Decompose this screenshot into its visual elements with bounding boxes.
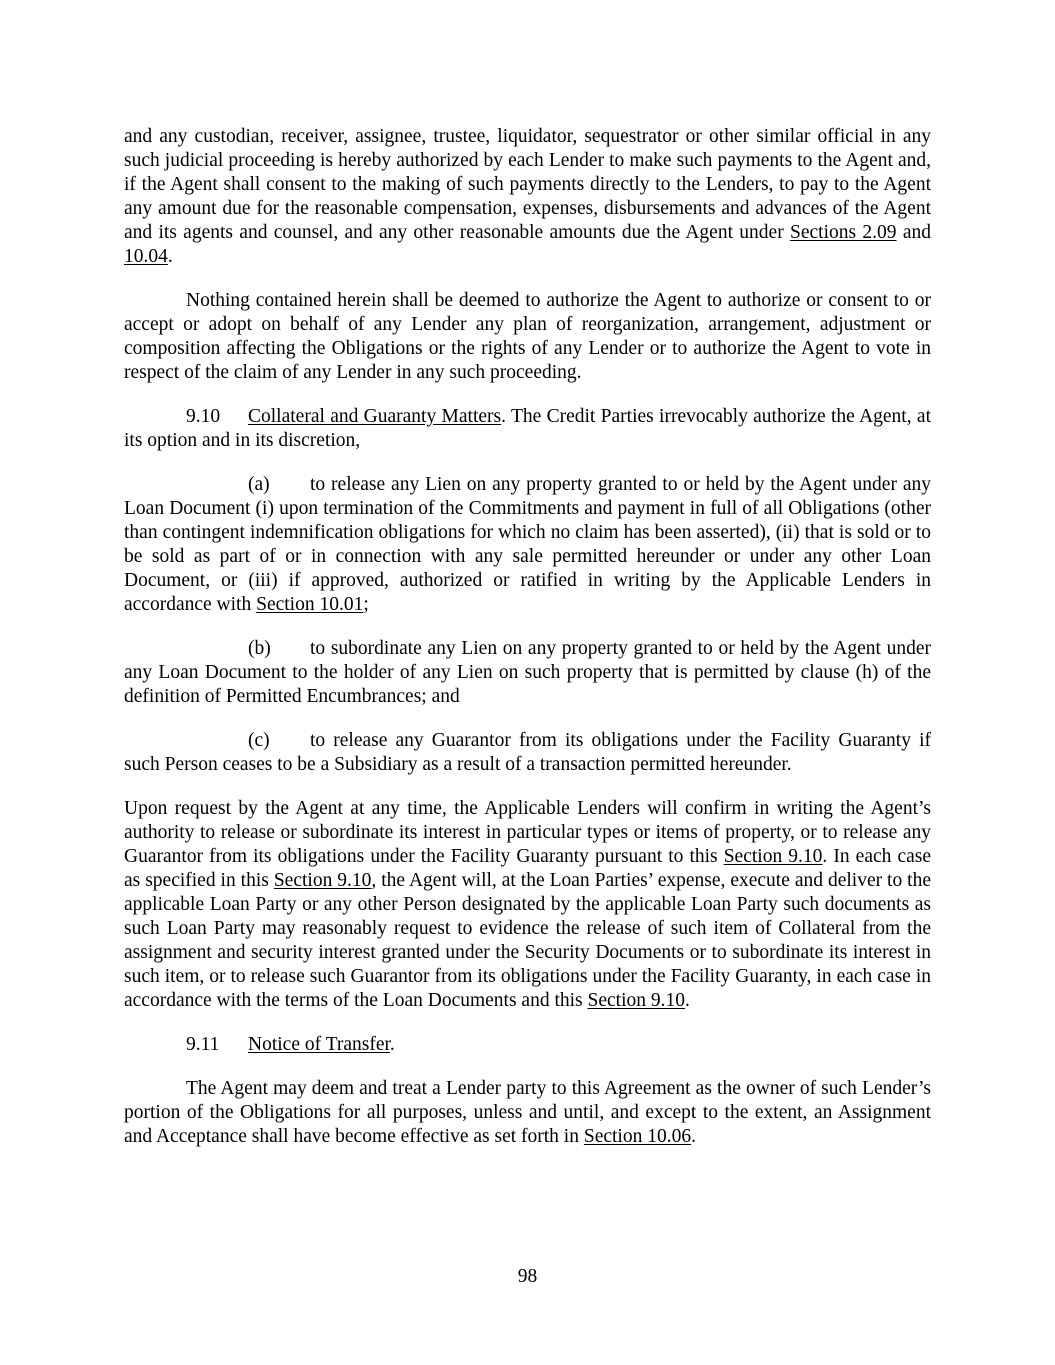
text: . bbox=[691, 1126, 696, 1147]
clause-label: (c) bbox=[248, 730, 270, 751]
section-reference-link[interactable]: Section 9.10 bbox=[587, 990, 686, 1011]
text: . bbox=[685, 990, 690, 1011]
paragraph-upon-request bbox=[124, 797, 931, 1013]
paragraph-agent-may-deem bbox=[124, 1077, 931, 1149]
text: to release any Guarantor from its obligations under the Facility Guaranty if such Person ceases to be a Subsidiary as a result of a transaction permitted hereunder. bbox=[124, 730, 931, 775]
section-9-10 bbox=[124, 405, 931, 453]
text: , the Agent will, at the Loan Parties’ expense, execute and deliver to the applicable Loan Party or any other Person designated by the applicable Loan Party such documents as such Loan Party may reasonably request to evidence the release of such item of Collateral from the assignment and security interest granted under the Security Documents or to subordinate its interest in such item, or to release such Guarantor from its obligations under the Facility Guaranty, in each case in accordance with the terms of the Loan Documents and this bbox=[124, 870, 932, 1011]
section-9-11 bbox=[124, 1033, 931, 1057]
clause-c bbox=[124, 729, 931, 777]
section-heading: Notice of Transfer bbox=[248, 1034, 390, 1055]
section-reference-link[interactable]: Section 9.10 bbox=[723, 846, 823, 867]
section-number: 9.10 bbox=[186, 406, 221, 427]
text: to subordinate any Lien on any property granted to or held by the Agent under any Loan Document to the holder of any Lien on such property that is permitted by clause (h) of the definition of Permitted Encumbrances; and bbox=[124, 638, 931, 707]
clause-a bbox=[124, 473, 931, 617]
section-reference-link[interactable]: Section 9.10 bbox=[273, 870, 372, 891]
paragraph-continuation bbox=[124, 125, 931, 269]
text: . bbox=[389, 1034, 395, 1055]
text: and bbox=[896, 222, 931, 243]
text: . bbox=[167, 246, 173, 267]
section-heading: Collateral and Guaranty Matters bbox=[248, 406, 502, 427]
page-number: 98 bbox=[517, 1266, 538, 1287]
section-reference-link[interactable]: Section 10.06 bbox=[583, 1126, 692, 1147]
text: The Agent may deem and treat a Lender party to this Agreement as the owner of such Lender’s portion of the Obligations for all purposes, unless and until, and except to the extent, an Assignment and Acceptance shall have become effective as set forth in bbox=[124, 1078, 931, 1147]
clause-label: (b) bbox=[248, 638, 271, 659]
text: Upon request by the Agent at any time, the Applicable Lenders will confirm in writing the Agent’s authority to release or subordinate its interest in particular types or items of property, or to release any Guarantor from its obligations under the Facility Guaranty pursuant to this bbox=[124, 798, 931, 867]
text: . In each case as specified in this bbox=[124, 846, 932, 891]
section-number: 9.11 bbox=[186, 1034, 220, 1055]
section-reference-link[interactable]: Sections 2.09 bbox=[790, 222, 897, 243]
text: to release any Lien on any property granted to or held by the Agent under any Loan Document (i) upon termination of the Commitments and payment in full of all Obligations (other than contingent indemnification obligations for which no claim has been asserted), (ii) that is sold or to be sold as part of or in connection with any sale permitted hereunder or under any other Loan Document, or (iii) if approved, authorized or ratified in writing by the Applicable Lenders in accordance with bbox=[124, 474, 931, 615]
paragraph-nothing-contained: Nothing contained herein shall be deemed to authorize the Agent to authorize or consent to or accept or adopt on behalf of any Lender any plan of reorganization, arrangement, adjustment or composition affecting the Obligations or the rights of any Lender or to authorize the Agent to vote in respect of the claim of any Lender in any such proceeding. bbox=[124, 290, 931, 383]
clause-label: (a) bbox=[248, 474, 270, 495]
text: . The Credit Parties irrevocably authorize the Agent, at its option and in its discretion, bbox=[124, 406, 931, 451]
text: and any custodian, receiver, assignee, trustee, liquidator, sequestrator or other similar official in any such judicial proceeding is hereby authorized by each Lender to make such payments to the Agent and, if the Agent shall consent to the making of such payments directly to the Lenders, to pay to the Agent any amount due for the reasonable compensation, expenses, disbursements and advances of the Agent and its agents and counsel, and any other reasonable amounts due the Agent under bbox=[124, 126, 931, 243]
text: ; bbox=[363, 594, 369, 615]
section-reference-link[interactable]: 10.04 bbox=[124, 246, 168, 267]
document-page bbox=[124, 125, 931, 1169]
section-reference-link[interactable]: Section 10.01 bbox=[256, 594, 364, 615]
clause-b bbox=[124, 637, 931, 709]
